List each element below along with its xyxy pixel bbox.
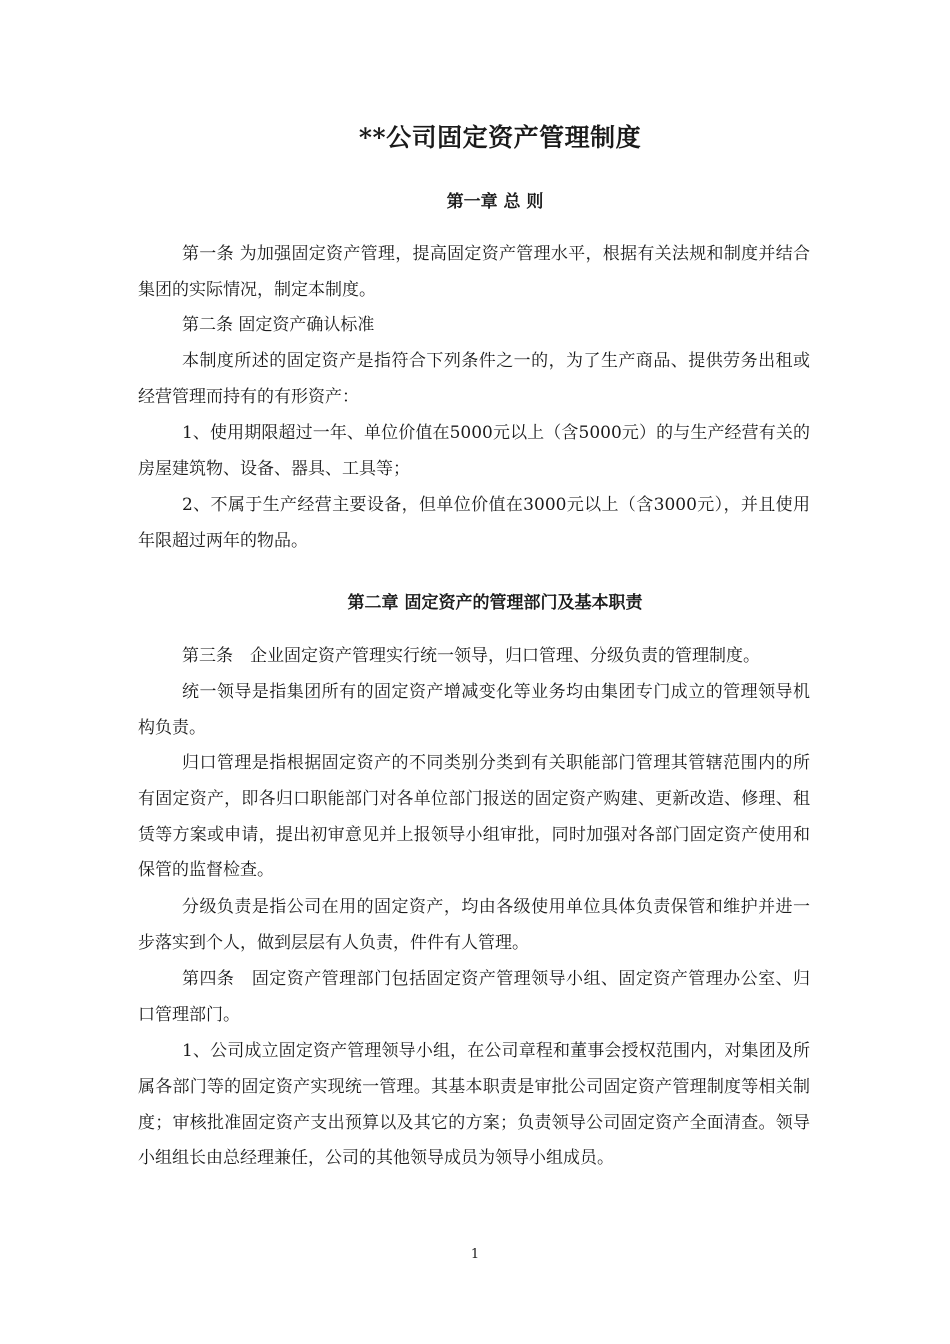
chapter-2-heading: 第二章 固定资产的管理部门及基本职责	[347, 593, 643, 613]
chapter-1-heading: 第一章 总 则	[446, 192, 544, 212]
leadership-group-paragraph: 1、公司成立固定资产管理领导小组，在公司章程和董事会授权范围内，对集团及所属各部门等的固定资产实现统一管理。其基本职责是审批公司固定资产管理制度等相关制度；审核批准固定资产支出预算以及其它的方案；负责领导公司固定资产全面清查。领导小组组长由总经理兼任，公司的其他领导成员为领导小组成员。	[138, 1041, 810, 1169]
graded-responsibility-paragraph: 分级负责是指公司在用的固定资产，均由各级使用单位具体负责保管和维护并进一步落实到个人，做到层层有人负责，件件有人管理。	[138, 897, 810, 953]
criteria-item-1: 1、使用期限超过一年、单位价值在5000元以上（含5000元）的与生产经营有关的房屋建筑物、设备、器具、工具等；	[138, 423, 810, 479]
article-4-paragraph: 第四条 固定资产管理部门包括固定资产管理领导小组、固定资产管理办公室、归口管理部门。	[138, 969, 810, 1025]
unified-leadership-paragraph: 统一领导是指集团所有的固定资产增减变化等业务均由集团专门成立的管理领导机构负责。	[138, 682, 810, 738]
article-3-paragraph: 第三条 企业固定资产管理实行统一领导，归口管理、分级负责的管理制度。	[182, 646, 760, 666]
document-title: **公司固定资产管理制度	[358, 123, 642, 152]
page-number: 1	[470, 1247, 480, 1262]
fixed-asset-definition-paragraph: 本制度所述的固定资产是指符合下列条件之一的，为了生产商品、提供劳务出租或经营管理而持有的有形资产：	[138, 351, 810, 407]
centralized-management-paragraph: 归口管理是指根据固定资产的不同类别分类到有关职能部门管理其管辖范围内的所有固定资产，即各归口职能部门对各单位部门报送的固定资产购建、更新改造、修理、租赁等方案或申请，提出初审意见并上报领导小组审批，同时加强对各部门固定资产使用和保管的监督检查。	[138, 753, 810, 881]
article-2-heading: 第二条 固定资产确认标准	[182, 315, 375, 335]
criteria-item-2: 2、不属于生产经营主要设备，但单位价值在3000元以上（含3000元），并且使用年限超过两年的物品。	[138, 495, 810, 551]
article-1-paragraph: 第一条 为加强固定资产管理，提高固定资产管理水平，根据有关法规和制度并结合集团的实际情况，制定本制度。	[138, 244, 810, 300]
